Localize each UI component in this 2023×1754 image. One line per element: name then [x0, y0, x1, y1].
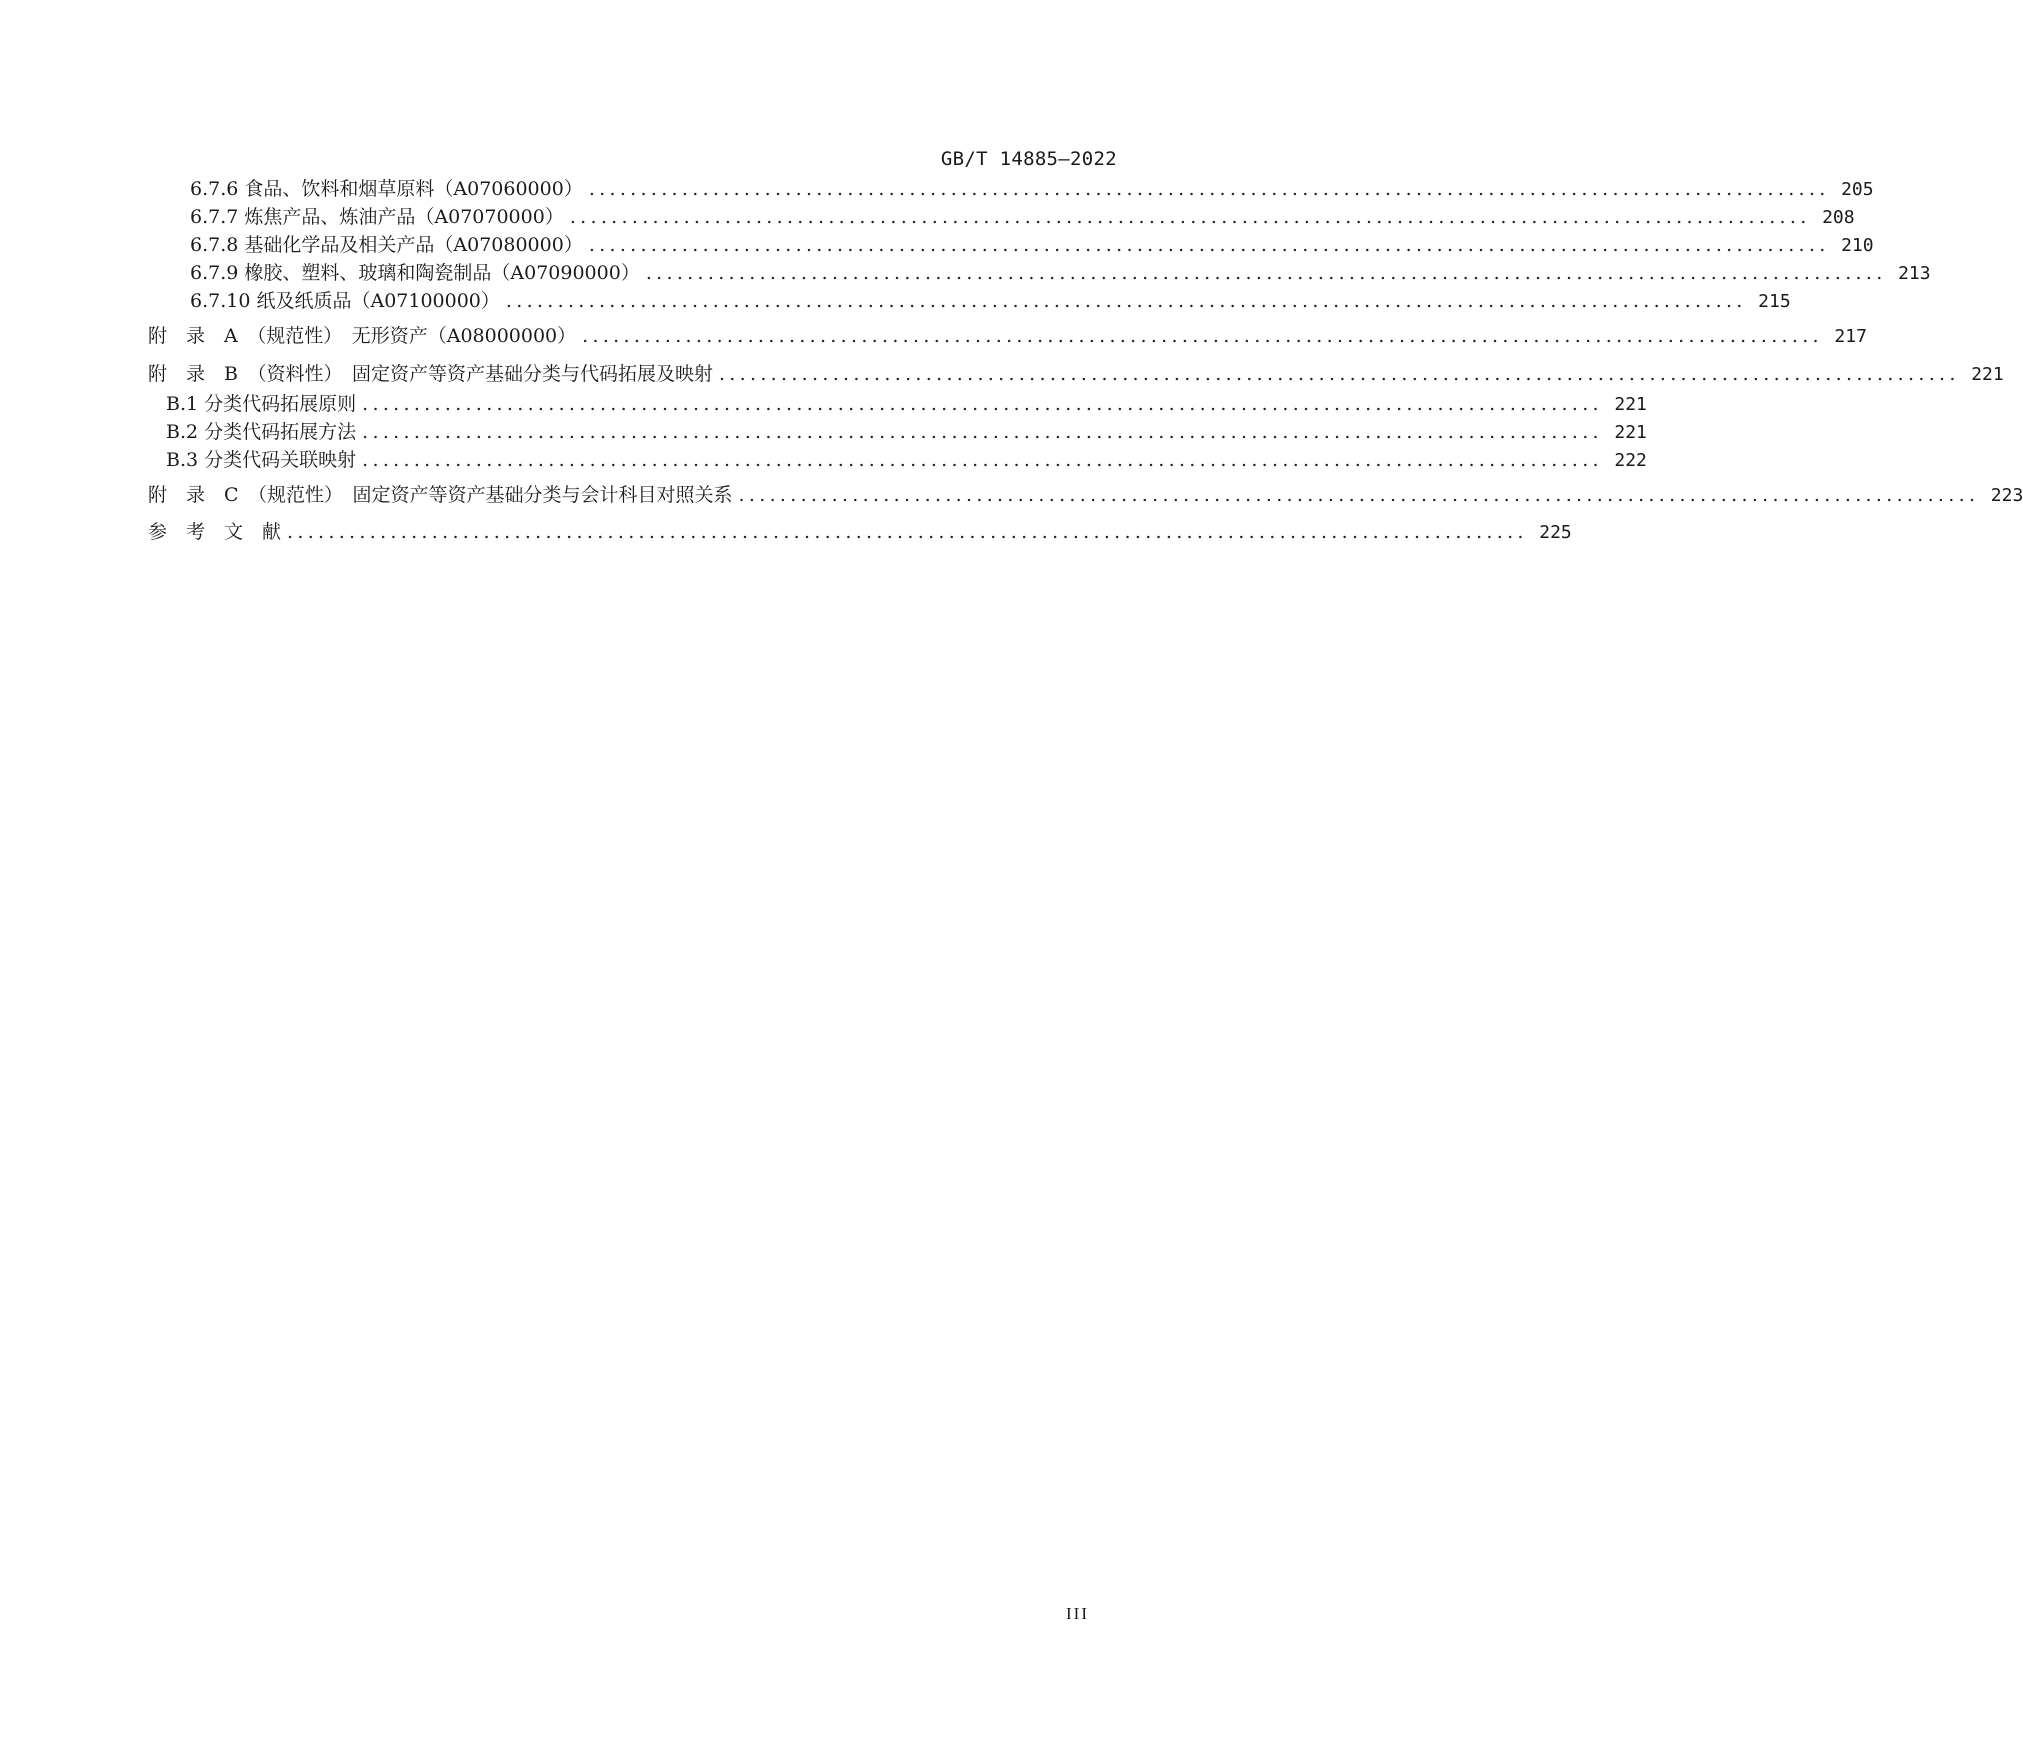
toc-entry[interactable]	[190, 205, 1855, 230]
toc-entry-title: 6.7.6 食品、饮料和烟草原料（A07060000）	[190, 178, 583, 200]
toc-leader-dots: ........................................................................................................................	[588, 234, 1830, 256]
toc-entry-page: 215	[1758, 291, 1791, 312]
toc-entry-page: 213	[1898, 263, 1931, 284]
toc-entry-page: 205	[1841, 179, 1874, 200]
toc-references-entry[interactable]	[148, 520, 1572, 545]
toc-entry-page: 208	[1822, 207, 1855, 228]
toc-leader-dots: ........................................................................................................................	[582, 325, 1823, 347]
toc-leader-dots: ........................................................................................................................	[362, 449, 1603, 471]
toc-leader-dots: ........................................................................................................................	[362, 421, 1603, 443]
toc-entry[interactable]	[166, 420, 1647, 445]
toc-appendix-entry[interactable]	[148, 324, 1867, 349]
toc-entry-page: 221	[1614, 394, 1647, 415]
toc-entry-title: 6.7.7 炼焦产品、炼油产品（A07070000）	[190, 206, 564, 228]
toc-entry-page: 217	[1834, 326, 1867, 347]
toc-leader-dots: ........................................................................................................................	[505, 290, 1747, 312]
toc-entry-title: B.1 分类代码拓展原则	[166, 393, 357, 415]
toc-entry-title: 6.7.10 纸及纸质品（A07100000）	[190, 290, 500, 312]
toc-leader-dots: ........................................................................................................................	[738, 484, 1980, 506]
toc-leader-dots: ........................................................................................................................	[362, 393, 1603, 415]
toc-entry-title: 附 录 B （资料性） 固定资产等资产基础分类与代码拓展及映射	[148, 363, 713, 385]
toc-entry-title: 6.7.8 基础化学品及相关产品（A07080000）	[190, 234, 583, 256]
toc-entry[interactable]	[166, 448, 1647, 473]
page-number: III	[1066, 1604, 1089, 1623]
toc-entry-page: 223	[1990, 485, 2023, 506]
toc-leader-dots: ........................................................................................................................	[718, 363, 1960, 385]
toc-entry[interactable]	[190, 177, 1874, 202]
toc-entry-page: 221	[1614, 422, 1647, 443]
toc-entry-page: 225	[1539, 522, 1572, 543]
toc-entry-page: 222	[1614, 450, 1647, 471]
toc-entry-title: 6.7.9 橡胶、塑料、玻璃和陶瓷制品（A07090000）	[190, 262, 640, 284]
toc-entry[interactable]	[166, 392, 1647, 417]
toc-entry-title: 附 录 A （规范性） 无形资产（A08000000）	[148, 325, 577, 347]
toc-appendix-entry[interactable]	[148, 483, 2023, 508]
doc-code-header: GB/T 14885—2022	[940, 148, 1117, 170]
toc-entry-page: 221	[1971, 364, 2004, 385]
toc-leader-dots: ........................................................................................................................	[588, 178, 1830, 200]
toc-entry-title: 附 录 C （规范性） 固定资产等资产基础分类与会计科目对照关系	[148, 484, 733, 506]
toc-entry[interactable]	[190, 289, 1791, 314]
toc-entry-title: B.3 分类代码关联映射	[166, 449, 357, 471]
toc-entry-title: 参 考 文 献	[148, 521, 282, 543]
toc-leader-dots: ........................................................................................................................	[287, 521, 1528, 543]
toc-leader-dots: ........................................................................................................................	[645, 262, 1887, 284]
toc-entry-title: B.2 分类代码拓展方法	[166, 421, 357, 443]
toc-entry-page: 210	[1841, 235, 1874, 256]
toc-appendix-entry[interactable]	[148, 362, 2004, 387]
toc-entry[interactable]	[190, 233, 1874, 258]
toc-entry[interactable]	[190, 261, 1931, 286]
toc-leader-dots: ........................................................................................................................	[569, 206, 1811, 228]
